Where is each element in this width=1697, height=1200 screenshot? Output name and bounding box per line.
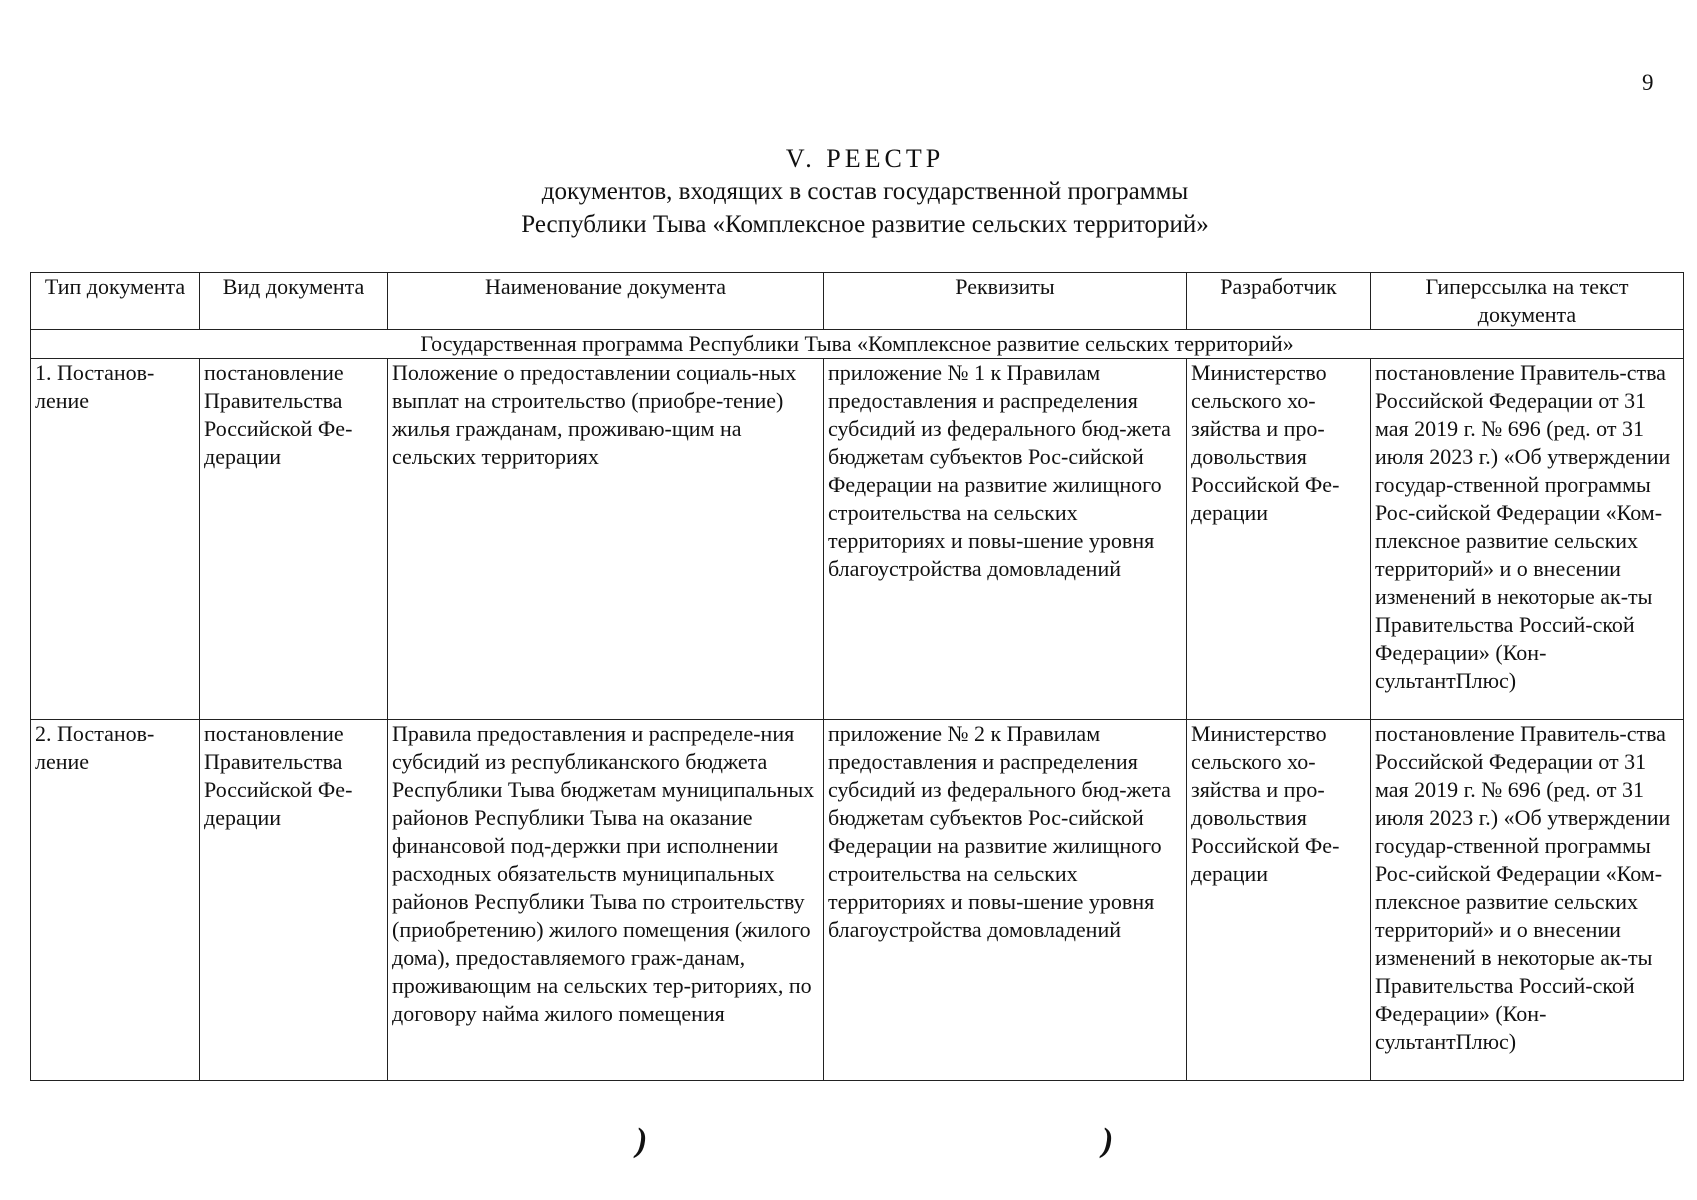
cell-requisites: приложение № 2 к Правилам предоставления и распределения субсидий из федерального бюд-жета бюджетам субъектов Рос-сийской Федерации на развитие жилищного строительства на сельских территориях и повы-шение уровня благоустройства домовладений (824, 720, 1187, 1081)
cell-kind: постановление Правительства Российской Фе-дерации (200, 359, 388, 720)
registry-table (30, 272, 1684, 1081)
title-line-1: V. РЕЕСТР (785, 144, 945, 173)
table-row (31, 720, 1684, 1081)
left-bracket-mark: ) (636, 1122, 648, 1159)
section-title: Государственная программа Республики Тыва «Комплексное развитие сельских территорий» (31, 330, 1684, 359)
header-kind: Вид документа (200, 273, 388, 330)
cell-name: Правила предоставления и распределе-ния субсидий из республиканского бюджета Республики Тыва бюджетам муниципальных районов Республики Тыва на оказание финансовой под-держки при исполнении расходных обязательств муниципальных районов Республики Тыва по строительству (приобретению) жилого помещения (жилого дома), предоставляемого граж-данам, проживающим на сельских тер-риториях, по договору найма жилого помещения (388, 720, 824, 1081)
header-requisites: Реквизиты (824, 273, 1187, 330)
page-number: 9 (1642, 70, 1654, 95)
cell-kind: постановление Правительства Российской Фе-дерации (200, 720, 388, 1081)
cell-link: постановление Правитель-ства Российской Федерации от 31 мая 2019 г. № 696 (ред. от 31 июля 2023 г.) «Об утверждении государ-ственной программы Рос-сийской Федерации «Ком-плексное развитие сельских территорий» и о внесении изменений в некоторые ак-ты Правительства Россий-ской Федерации» (Кон-сультантПлюс) (1371, 720, 1684, 1081)
table-header-row (31, 273, 1684, 330)
cell-requisites: приложение № 1 к Правилам предоставления и распределения субсидий из федерального бюд-жета бюджетам субъектов Рос-сийской Федерации на развитие жилищного строительства на сельских территориях и повы-шение уровня благоустройства домовладений (824, 359, 1187, 720)
title-line-3: Республики Тыва «Комплексное развитие сельских территорий» (521, 211, 1209, 238)
cell-type: 2. Постанов-ление (31, 720, 200, 1081)
header-name: Наименование документа (388, 273, 824, 330)
title-line-2: документов, входящих в состав государственной программы (541, 178, 1189, 205)
section-row (31, 330, 1684, 359)
header-link: Гиперссылка на текст документа (1371, 273, 1684, 330)
cell-name: Положение о предоставлении социаль-ных выплат на строительство (приобре-тение) жилья гражданам, проживаю-щим на сельских территориях (388, 359, 824, 720)
cell-developer: Министерство сельского хо-зяйства и про-довольствия Российской Фе-дерации (1187, 720, 1371, 1081)
header-developer: Разработчик (1187, 273, 1371, 330)
cell-type: 1. Постанов-ление (31, 359, 200, 720)
header-type: Тип документа (31, 273, 200, 330)
right-bracket-mark: ) (1102, 1122, 1114, 1159)
cell-link: постановление Правитель-ства Российской Федерации от 31 мая 2019 г. № 696 (ред. от 31 июля 2023 г.) «Об утверждении государ-ственной программы Рос-сийской Федерации «Ком-плексное развитие сельских территорий» и о внесении изменений в некоторые ак-ты Правительства Россий-ской Федерации» (Кон-сультантПлюс) (1371, 359, 1684, 720)
cell-developer: Министерство сельского хо-зяйства и про-довольствия Российской Фе-дерации (1187, 359, 1371, 720)
title-block (0, 142, 1697, 241)
table-row (31, 359, 1684, 720)
